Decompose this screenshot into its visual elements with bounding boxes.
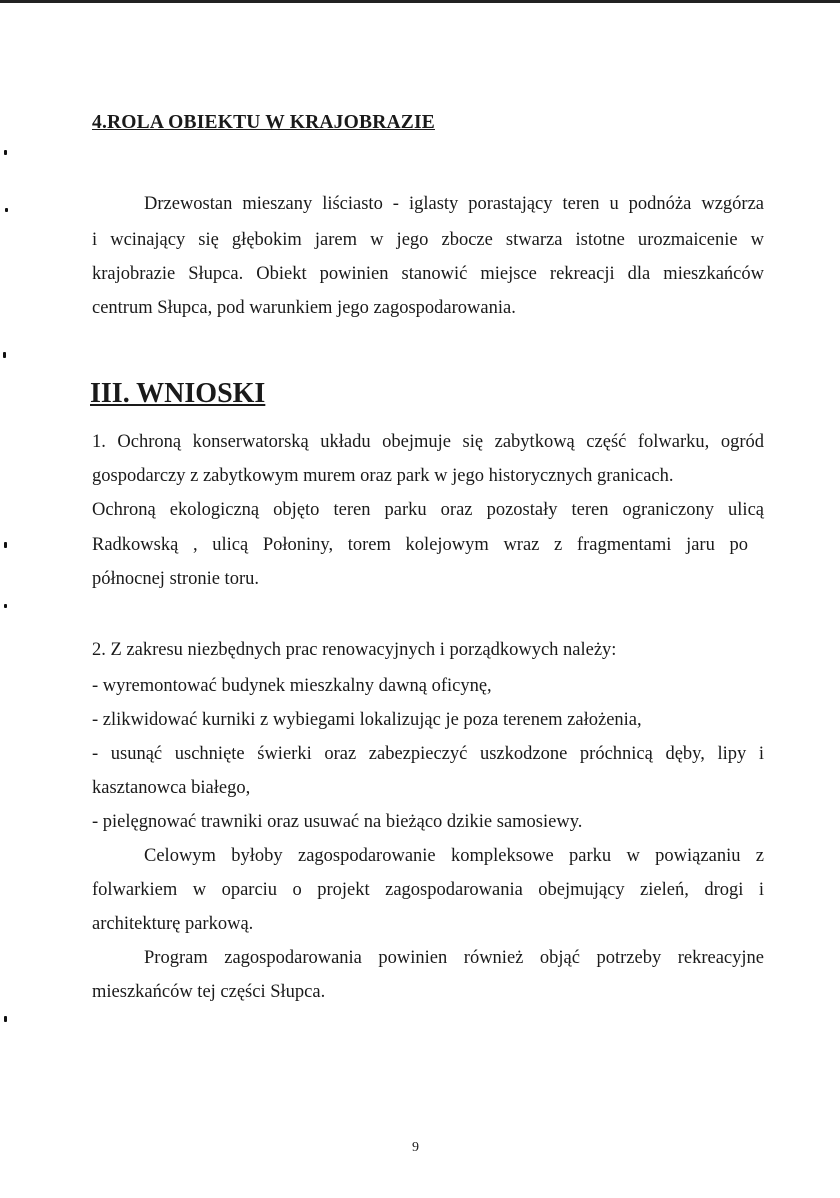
scan-mark [5, 208, 8, 212]
conclusion-3-line: Celowym byłoby zagospodarowanie kompleksowe parku w powiązaniu z [144, 846, 764, 866]
scan-mark [4, 150, 7, 155]
scan-mark [3, 352, 6, 358]
conclusion-1-line: Radkowską , ulicą Połoniny, torem kolejowym wraz z fragmentami jaru po [92, 535, 748, 555]
scan-mark [4, 604, 7, 608]
section-3-heading: III. WNIOSKI [90, 378, 266, 409]
conclusion-4-line: mieszkańców tej części Słupca. [92, 982, 326, 1002]
section-4-line: i wcinający się głębokim jarem w jego zbocze stwarza istotne urozmaicenie w [92, 230, 764, 250]
scan-mark [4, 1016, 7, 1022]
conclusion-2-line: kasztanowca białego, [92, 778, 251, 798]
section-4-heading: 4.ROLA OBIEKTU W KRAJOBRAZIE [92, 112, 435, 133]
conclusion-4-line: Program zagospodarowania powinien również objąć potrzeby rekreacyjne [144, 948, 764, 968]
conclusion-1-line: północnej stronie toru. [92, 569, 259, 589]
section-4-line: centrum Słupca, pod warunkiem jego zagospodarowania. [92, 298, 516, 318]
conclusion-2-line: - pielęgnować trawniki oraz usuwać na bieżąco dzikie samosiewy. [92, 812, 583, 832]
conclusion-1-line: gospodarczy z zabytkowym murem oraz park w jego historycznych granicach. [92, 466, 674, 486]
scan-edge [0, 0, 840, 3]
conclusion-2-line: - wyremontować budynek mieszkalny dawną oficynę, [92, 676, 492, 696]
section-4-line: krajobrazie Słupca. Obiekt powinien stanowić miejsce rekreacji dla mieszkańców [92, 264, 764, 284]
scan-mark [4, 542, 7, 548]
conclusion-2-line: - usunąć uschnięte świerki oraz zabezpieczyć uszkodzone próchnicą dęby, lipy i [92, 744, 764, 764]
conclusion-2-line: 2. Z zakresu niezbędnych prac renowacyjnych i porządkowych należy: [92, 640, 617, 660]
page-number: 9 [412, 1140, 419, 1155]
conclusion-1-line: Ochroną ekologiczną objęto teren parku oraz pozostały teren ograniczony ulicą [92, 500, 764, 520]
conclusion-3-line: architekturę parkową. [92, 914, 254, 934]
conclusion-2-line: - zlikwidować kurniki z wybiegami lokalizując je poza terenem założenia, [92, 710, 642, 730]
conclusion-1-line: 1. Ochroną konserwatorską układu obejmuje się zabytkową część folwarku, ogród [92, 432, 764, 452]
conclusion-3-line: folwarkiem w oparciu o projekt zagospodarowania obejmujący zieleń, drogi i [92, 880, 764, 900]
section-4-line: Drzewostan mieszany liściasto - iglasty porastający teren u podnóża wzgórza [144, 194, 764, 214]
